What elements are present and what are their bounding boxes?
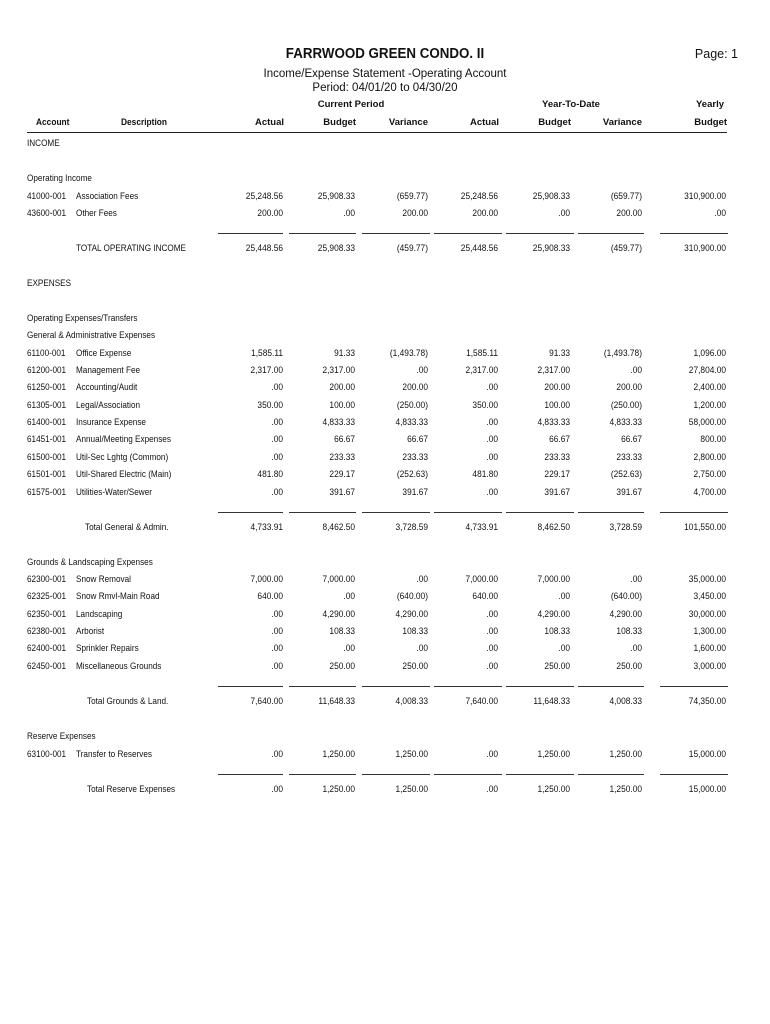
actual-value: 481.80 bbox=[257, 469, 283, 480]
variance-value: 66.67 bbox=[407, 434, 428, 445]
ytd-variance-value: 1,250.00 bbox=[609, 784, 642, 795]
budget-value: 1,250.00 bbox=[322, 749, 355, 760]
ytd-budget-value: 100.00 bbox=[544, 400, 570, 411]
total-label: TOTAL OPERATING INCOME bbox=[76, 243, 187, 254]
ytd-actual-value: 25,248.56 bbox=[460, 191, 498, 202]
actual-value: 2,317.00 bbox=[250, 365, 283, 376]
ytd-budget-value: 66.67 bbox=[549, 434, 570, 445]
subtotal-underline bbox=[660, 686, 728, 687]
variance-value: 1,250.00 bbox=[395, 784, 428, 795]
account-description: Miscellaneous Grounds bbox=[76, 661, 162, 672]
ytd-actual-value: .00 bbox=[486, 661, 498, 672]
yearly-budget-value: 1,200.00 bbox=[693, 400, 726, 411]
ytd-variance-value: 1,250.00 bbox=[609, 749, 642, 760]
actual-value: 200.00 bbox=[257, 208, 283, 219]
variance-value: 4,833.33 bbox=[395, 417, 428, 428]
ytd-actual-value: 350.00 bbox=[472, 400, 498, 411]
yearly-budget-value: 30,000.00 bbox=[688, 609, 726, 620]
actual-value: 25,448.56 bbox=[245, 243, 283, 254]
report-title: FARRWOOD GREEN CONDO. II bbox=[285, 46, 485, 62]
ytd-actual-value: 25,448.56 bbox=[460, 243, 498, 254]
account-number: 62400-001 bbox=[27, 643, 67, 654]
subtotal-underline bbox=[434, 686, 502, 687]
ytd-variance-value: 200.00 bbox=[616, 208, 642, 219]
budget-value: .00 bbox=[343, 208, 355, 219]
variance-value: 1,250.00 bbox=[395, 749, 428, 760]
ytd-budget-value: 233.33 bbox=[544, 452, 570, 463]
variance-value: 200.00 bbox=[402, 382, 428, 393]
account-description: Other Fees bbox=[76, 208, 117, 219]
ytd-actual-value: .00 bbox=[486, 382, 498, 393]
total-row bbox=[0, 784, 770, 798]
account-description: Office Expense bbox=[76, 348, 132, 359]
subtotal-underline bbox=[578, 774, 644, 775]
variance-value: (459.77) bbox=[396, 243, 428, 254]
variance-value: (252.63) bbox=[396, 469, 428, 480]
ytd-variance-value: (640.00) bbox=[610, 591, 642, 602]
header-divider bbox=[27, 132, 727, 133]
budget-value: 250.00 bbox=[329, 661, 355, 672]
subtotal-underline bbox=[578, 233, 644, 234]
budget-value: 100.00 bbox=[329, 400, 355, 411]
account-description: Annual/Meeting Expenses bbox=[76, 434, 171, 445]
operating-expenses-heading: Operating Expenses/Transfers bbox=[27, 313, 138, 324]
subtotal-underline bbox=[362, 686, 430, 687]
account-col-header: Account bbox=[36, 117, 70, 128]
ytd-budget-value: 11,648.33 bbox=[533, 696, 570, 707]
ytd-actual-value: 1,585.11 bbox=[466, 348, 498, 359]
actual-value: .00 bbox=[271, 626, 283, 637]
actual-value: .00 bbox=[271, 487, 283, 498]
budget-value: .00 bbox=[343, 643, 355, 654]
subtotal-underline bbox=[289, 774, 356, 775]
ytd-variance-value: 3,728.59 bbox=[609, 522, 642, 533]
ytd-variance-value: 4,290.00 bbox=[609, 609, 642, 620]
budget-value: 7,000.00 bbox=[322, 574, 355, 585]
yearly-budget-value: 2,750.00 bbox=[693, 469, 726, 480]
subtotal-underline bbox=[434, 512, 502, 513]
ytd-budget-value: 1,250.00 bbox=[537, 784, 570, 795]
ytd-budget-value: .00 bbox=[558, 208, 570, 219]
ytd-actual-value: .00 bbox=[486, 417, 498, 428]
account-number: 61305-001 bbox=[27, 400, 67, 411]
ytd-variance-value: (252.63) bbox=[610, 469, 642, 480]
actual-value: 640.00 bbox=[257, 591, 283, 602]
variance-value: 4,290.00 bbox=[395, 609, 428, 620]
yearly-budget-value: .00 bbox=[714, 208, 726, 219]
account-number: 61250-001 bbox=[27, 382, 67, 393]
yearly-budget-value: 3,000.00 bbox=[693, 661, 726, 672]
subtotal-underline bbox=[362, 233, 430, 234]
variance-value: 3,728.59 bbox=[395, 522, 428, 533]
variance-value: .00 bbox=[416, 574, 428, 585]
account-number: 61501-001 bbox=[27, 469, 67, 480]
budget-value: 66.67 bbox=[334, 434, 355, 445]
description-col-header: Description bbox=[121, 117, 167, 128]
ytd-budget-value: 4,290.00 bbox=[537, 609, 570, 620]
ytd-actual-value: 640.00 bbox=[472, 591, 498, 602]
ytd-variance-value: (459.77) bbox=[610, 243, 642, 254]
variance-col-header: Variance bbox=[388, 117, 428, 128]
ytd-variance-value: 4,008.33 bbox=[609, 696, 642, 707]
ytd-variance-value: (659.77) bbox=[610, 191, 642, 202]
total-row bbox=[0, 696, 770, 710]
subtotal-underline bbox=[218, 774, 283, 775]
reserve-heading: Reserve Expenses bbox=[27, 731, 96, 742]
actual-value: .00 bbox=[271, 452, 283, 463]
subtotal-underline bbox=[362, 512, 430, 513]
total-row bbox=[0, 522, 770, 536]
subtotal-underline bbox=[218, 512, 283, 513]
yearly-budget-value: 2,800.00 bbox=[693, 452, 726, 463]
account-number: 62350-001 bbox=[27, 609, 67, 620]
page-number: Page: 1 bbox=[694, 47, 738, 61]
ytd-budget-value: .00 bbox=[558, 591, 570, 602]
ytd-actual-value: .00 bbox=[486, 487, 498, 498]
account-description: Transfer to Reserves bbox=[76, 749, 152, 760]
ytd-actual-value: .00 bbox=[486, 434, 498, 445]
variance-value: 4,008.33 bbox=[395, 696, 428, 707]
actual-value: 7,640.00 bbox=[250, 696, 283, 707]
ytd-variance-value: 200.00 bbox=[616, 382, 642, 393]
current-period-header: Current Period bbox=[317, 99, 385, 110]
ytd-variance-value: 4,833.33 bbox=[609, 417, 642, 428]
ytd-budget-value: 200.00 bbox=[544, 382, 570, 393]
variance-value: 391.67 bbox=[402, 487, 428, 498]
ytd-actual-value: 200.00 bbox=[472, 208, 498, 219]
account-number: 61500-001 bbox=[27, 452, 67, 463]
ga-expenses-heading: General & Administrative Expenses bbox=[27, 330, 156, 341]
ytd-budget-value: 108.33 bbox=[544, 626, 570, 637]
yearly-budget-value: 101,550.00 bbox=[684, 522, 726, 533]
ytd-actual-value: 7,640.00 bbox=[465, 696, 498, 707]
budget-value: 233.33 bbox=[329, 452, 355, 463]
ytd-actual-value: .00 bbox=[486, 643, 498, 654]
ytd-budget-value: 7,000.00 bbox=[537, 574, 570, 585]
account-description: Legal/Association bbox=[76, 400, 141, 411]
budget-value: 11,648.33 bbox=[318, 696, 355, 707]
actual-value: 7,000.00 bbox=[250, 574, 283, 585]
account-description: Util-Sec Lghtg (Common) bbox=[76, 452, 169, 463]
subtotal-underline bbox=[506, 512, 574, 513]
table-row bbox=[0, 452, 770, 466]
table-row bbox=[0, 382, 770, 396]
account-number: 43600-001 bbox=[27, 208, 67, 219]
actual-value: 25,248.56 bbox=[245, 191, 283, 202]
year-to-date-header: Year-To-Date bbox=[542, 99, 600, 110]
ytd-variance-value: 108.33 bbox=[616, 626, 642, 637]
ytd-variance-value: 391.67 bbox=[616, 487, 642, 498]
account-number: 63100-001 bbox=[27, 749, 67, 760]
ytd-variance-value: .00 bbox=[630, 574, 642, 585]
account-description: Util-Shared Electric (Main) bbox=[76, 469, 172, 480]
budget-value: .00 bbox=[343, 591, 355, 602]
ytd-variance-value: 233.33 bbox=[616, 452, 642, 463]
account-description: Utilities-Water/Sewer bbox=[76, 487, 152, 498]
variance-value: 233.33 bbox=[402, 452, 428, 463]
ytd-budget-value: 8,462.50 bbox=[537, 522, 570, 533]
variance-value: (659.77) bbox=[396, 191, 428, 202]
actual-value: .00 bbox=[271, 417, 283, 428]
budget-value: 391.67 bbox=[329, 487, 355, 498]
account-number: 62325-001 bbox=[27, 591, 67, 602]
account-description: Arborist bbox=[76, 626, 105, 637]
subtotal-underline bbox=[289, 233, 356, 234]
yearly-budget-value: 2,400.00 bbox=[693, 382, 726, 393]
subtotal-underline bbox=[218, 686, 283, 687]
statement-subtitle: Income/Expense Statement -Operating Account bbox=[263, 68, 507, 80]
table-row bbox=[0, 591, 770, 605]
yearly-budget-value: 3,450.00 bbox=[693, 591, 726, 602]
variance-value: (250.00) bbox=[396, 400, 428, 411]
variance-value: (640.00) bbox=[396, 591, 428, 602]
table-row bbox=[0, 643, 770, 657]
yearly-budget-value: 800.00 bbox=[700, 434, 726, 445]
subtotal-underline bbox=[660, 774, 728, 775]
table-row bbox=[0, 661, 770, 675]
period-subtitle: Period: 04/01/20 to 04/30/20 bbox=[312, 82, 458, 94]
yearly-budget-value: 27,804.00 bbox=[688, 365, 726, 376]
account-number: 61575-001 bbox=[27, 487, 67, 498]
ytd-variance-value: (250.00) bbox=[610, 400, 642, 411]
operating-income-heading: Operating Income bbox=[27, 173, 92, 184]
ytd-variance-value: 66.67 bbox=[621, 434, 642, 445]
subtotal-underline bbox=[660, 233, 728, 234]
subtotal-underline bbox=[434, 774, 502, 775]
budget-col-header: Budget bbox=[323, 117, 356, 128]
expenses-heading: EXPENSES bbox=[27, 278, 72, 289]
subtotal-underline bbox=[362, 774, 430, 775]
table-row bbox=[0, 749, 770, 763]
account-number: 61400-001 bbox=[27, 417, 67, 428]
table-row bbox=[0, 348, 770, 362]
subtotal-underline bbox=[289, 512, 356, 513]
actual-value: .00 bbox=[271, 609, 283, 620]
yearly-budget-value: 35,000.00 bbox=[688, 574, 726, 585]
ytd-variance-col-header: Variance bbox=[602, 117, 642, 128]
account-number: 61451-001 bbox=[27, 434, 67, 445]
ytd-budget-value: .00 bbox=[558, 643, 570, 654]
subtotal-underline bbox=[578, 512, 644, 513]
subtotal-underline bbox=[578, 686, 644, 687]
actual-value: .00 bbox=[271, 382, 283, 393]
total-row bbox=[0, 243, 770, 257]
budget-value: 200.00 bbox=[329, 382, 355, 393]
account-description: Insurance Expense bbox=[76, 417, 146, 428]
account-number: 62450-001 bbox=[27, 661, 67, 672]
budget-value: 8,462.50 bbox=[322, 522, 355, 533]
ytd-actual-value: .00 bbox=[486, 749, 498, 760]
account-description: Snow Removal bbox=[76, 574, 131, 585]
total-label: Total General & Admin. bbox=[85, 522, 169, 533]
variance-value: 200.00 bbox=[402, 208, 428, 219]
actual-value: 4,733.91 bbox=[250, 522, 283, 533]
ytd-variance-value: .00 bbox=[630, 643, 642, 654]
ytd-budget-col-header: Budget bbox=[538, 117, 571, 128]
table-row bbox=[0, 400, 770, 414]
yearly-budget-value: 310,900.00 bbox=[684, 191, 726, 202]
table-row bbox=[0, 191, 770, 205]
ytd-budget-value: 2,317.00 bbox=[537, 365, 570, 376]
subtotal-underline bbox=[506, 774, 574, 775]
variance-value: 108.33 bbox=[402, 626, 428, 637]
actual-value: .00 bbox=[271, 643, 283, 654]
account-description: Snow Rmvl-Main Road bbox=[76, 591, 160, 602]
budget-value: 2,317.00 bbox=[322, 365, 355, 376]
budget-value: 25,908.33 bbox=[317, 243, 355, 254]
account-description: Sprinkler Repairs bbox=[76, 643, 139, 654]
subtotal-underline bbox=[506, 686, 574, 687]
ytd-budget-value: 25,908.33 bbox=[532, 243, 570, 254]
yearly-budget-value: 15,000.00 bbox=[688, 749, 726, 760]
yearly-header: Yearly bbox=[696, 99, 724, 110]
actual-value: 350.00 bbox=[257, 400, 283, 411]
account-description: Management Fee bbox=[76, 365, 141, 376]
table-row bbox=[0, 626, 770, 640]
ytd-actual-value: .00 bbox=[486, 609, 498, 620]
subtotal-underline bbox=[218, 233, 283, 234]
ytd-actual-col-header: Actual bbox=[469, 117, 499, 128]
subtotal-underline bbox=[289, 686, 356, 687]
ytd-actual-value: .00 bbox=[486, 452, 498, 463]
actual-value: 1,585.11 bbox=[251, 348, 283, 359]
ytd-variance-value: 250.00 bbox=[616, 661, 642, 672]
ytd-budget-value: 391.67 bbox=[544, 487, 570, 498]
yearly-budget-value: 1,300.00 bbox=[693, 626, 726, 637]
actual-col-header: Actual bbox=[254, 117, 284, 128]
actual-value: .00 bbox=[271, 661, 283, 672]
account-number: 61200-001 bbox=[27, 365, 67, 376]
income-heading: INCOME bbox=[27, 138, 60, 149]
ytd-variance-value: .00 bbox=[630, 365, 642, 376]
ytd-budget-value: 250.00 bbox=[544, 661, 570, 672]
account-description: Association Fees bbox=[76, 191, 139, 202]
ytd-budget-value: 25,908.33 bbox=[532, 191, 570, 202]
budget-value: 4,290.00 bbox=[322, 609, 355, 620]
yearly-budget-value: 58,000.00 bbox=[688, 417, 726, 428]
variance-value: 250.00 bbox=[402, 661, 428, 672]
ytd-budget-value: 4,833.33 bbox=[537, 417, 570, 428]
subtotal-underline bbox=[434, 233, 502, 234]
account-number: 61100-001 bbox=[27, 348, 66, 359]
ytd-actual-value: 7,000.00 bbox=[465, 574, 498, 585]
account-number: 62380-001 bbox=[27, 626, 67, 637]
yearly-budget-value: 74,350.00 bbox=[688, 696, 726, 707]
variance-value: (1,493.78) bbox=[389, 348, 428, 359]
variance-value: .00 bbox=[416, 365, 428, 376]
table-row bbox=[0, 574, 770, 588]
table-row bbox=[0, 469, 770, 483]
account-description: Accounting/Audit bbox=[76, 382, 138, 393]
ytd-actual-value: 4,733.91 bbox=[465, 522, 498, 533]
budget-value: 25,908.33 bbox=[317, 191, 355, 202]
budget-value: 1,250.00 bbox=[322, 784, 355, 795]
yearly-budget-value: 4,700.00 bbox=[693, 487, 726, 498]
actual-value: .00 bbox=[271, 434, 283, 445]
ytd-actual-value: .00 bbox=[486, 784, 498, 795]
table-row bbox=[0, 417, 770, 431]
subtotal-underline bbox=[660, 512, 728, 513]
actual-value: .00 bbox=[271, 784, 283, 795]
table-row bbox=[0, 208, 770, 222]
yearly-budget-value: 15,000.00 bbox=[688, 784, 726, 795]
variance-value: .00 bbox=[416, 643, 428, 654]
yearly-budget-col-header: Budget bbox=[694, 117, 727, 128]
budget-value: 91.33 bbox=[334, 348, 355, 359]
ytd-variance-value: (1,493.78) bbox=[603, 348, 642, 359]
total-label: Total Reserve Expenses bbox=[87, 784, 176, 795]
grounds-heading: Grounds & Landscaping Expenses bbox=[27, 557, 153, 568]
budget-value: 108.33 bbox=[329, 626, 355, 637]
ytd-budget-value: 91.33 bbox=[549, 348, 570, 359]
account-number: 62300-001 bbox=[27, 574, 67, 585]
table-row bbox=[0, 434, 770, 448]
account-number: 41000-001 bbox=[27, 191, 67, 202]
table-row bbox=[0, 487, 770, 501]
actual-value: .00 bbox=[271, 749, 283, 760]
ytd-actual-value: 2,317.00 bbox=[465, 365, 498, 376]
ytd-actual-value: 481.80 bbox=[472, 469, 498, 480]
yearly-budget-value: 310,900.00 bbox=[684, 243, 726, 254]
ytd-budget-value: 229.17 bbox=[544, 469, 570, 480]
table-row bbox=[0, 609, 770, 623]
subtotal-underline bbox=[506, 233, 574, 234]
table-row bbox=[0, 365, 770, 379]
ytd-budget-value: 1,250.00 bbox=[537, 749, 570, 760]
budget-value: 4,833.33 bbox=[322, 417, 355, 428]
ytd-actual-value: .00 bbox=[486, 626, 498, 637]
total-label: Total Grounds & Land. bbox=[87, 696, 169, 707]
budget-value: 229.17 bbox=[329, 469, 355, 480]
account-description: Landscaping bbox=[76, 609, 123, 620]
yearly-budget-value: 1,096.00 bbox=[693, 348, 726, 359]
yearly-budget-value: 1,600.00 bbox=[693, 643, 726, 654]
